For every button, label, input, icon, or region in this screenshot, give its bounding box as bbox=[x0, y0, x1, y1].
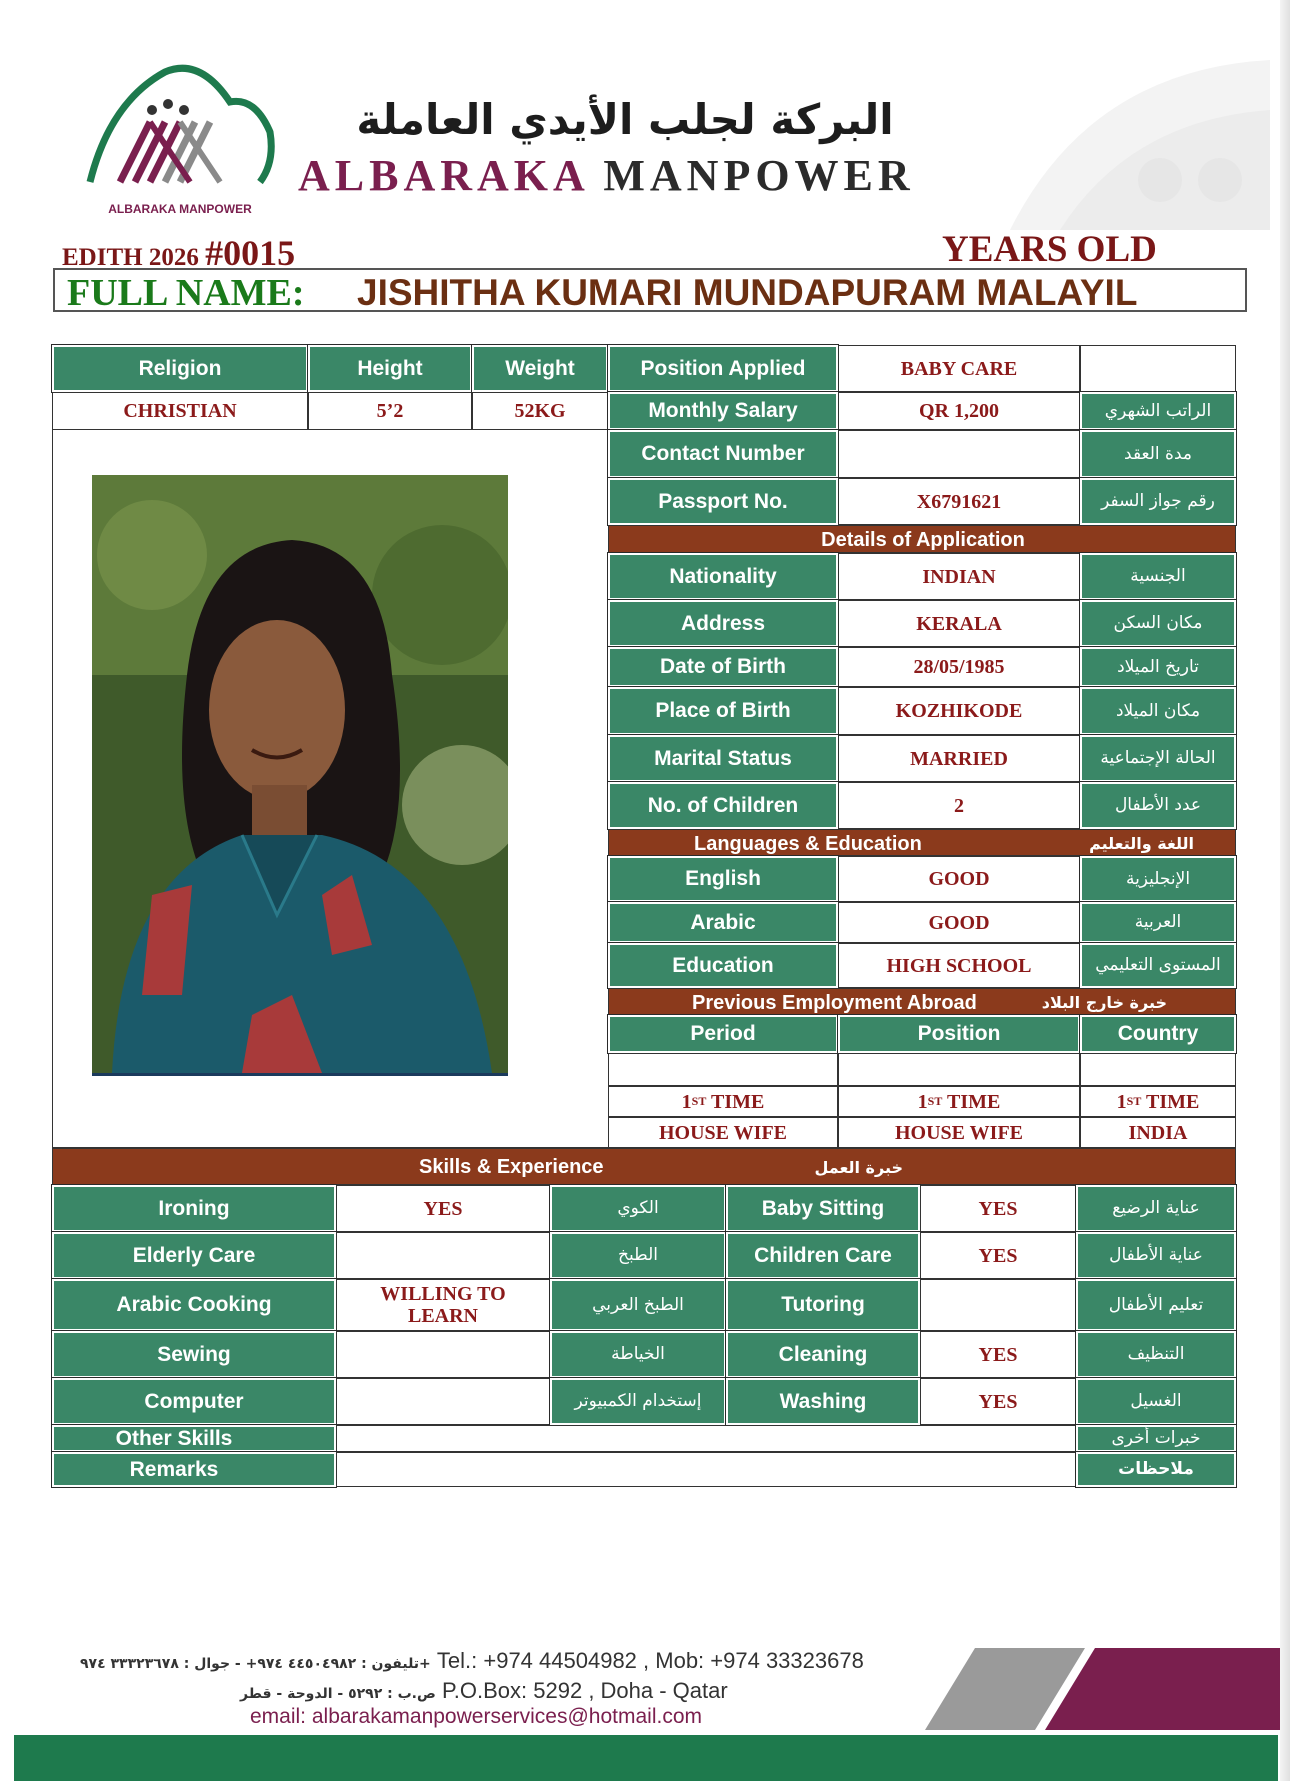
skill-cleaning-value: YES bbox=[920, 1331, 1076, 1378]
address-value: KERALA bbox=[838, 600, 1080, 647]
arabic-value: GOOD bbox=[838, 902, 1080, 943]
remarks-label: Remarks bbox=[52, 1452, 336, 1487]
passport-ar: رقم جواز السفر bbox=[1080, 478, 1236, 525]
skill-sewing-label: Sewing bbox=[52, 1331, 336, 1378]
children-ar: عدد الأطفال bbox=[1080, 782, 1236, 829]
ordinal-suffix: ST bbox=[927, 1093, 943, 1108]
logo-mark-icon bbox=[80, 62, 280, 202]
skill-ironing-label: Ironing bbox=[52, 1185, 336, 1232]
monthly-salary-ar: الراتب الشهري bbox=[1080, 392, 1236, 430]
time-suffix: TIME bbox=[942, 1090, 1001, 1113]
skill-elderly-ar: الطبخ bbox=[550, 1232, 726, 1279]
employment-position-1 bbox=[838, 1086, 1080, 1117]
details-header bbox=[608, 525, 1236, 553]
skill-arabic-cooking-label: Arabic Cooking bbox=[52, 1279, 336, 1331]
brand-part-1: ALBARAKA bbox=[298, 151, 588, 200]
contact-number-ar: مدة العقد bbox=[1080, 430, 1236, 478]
skills-header bbox=[52, 1148, 1236, 1185]
footer-band bbox=[14, 1735, 1278, 1781]
page-edge bbox=[1280, 0, 1290, 1781]
footer-address-line bbox=[240, 1678, 940, 1704]
dob-label: Date of Birth bbox=[608, 647, 838, 687]
country-header: Country bbox=[1080, 1015, 1236, 1053]
period-header: Period bbox=[608, 1015, 838, 1053]
passport-value: X6791621 bbox=[838, 478, 1080, 525]
languages-header-ar: اللغة والتعليم bbox=[1089, 834, 1194, 853]
other-skills-value bbox=[336, 1425, 1076, 1452]
skill-elderly-label: Elderly Care bbox=[52, 1232, 336, 1279]
company-logo bbox=[80, 62, 280, 222]
footer-phone-ar: تليفون : ٤٤٥٠٤٩٨٢ ٩٧٤+ - جوال : ٣٣٣٢٣٦٧٨ ٩٧٤+ bbox=[80, 1656, 431, 1672]
edition-number: #0015 bbox=[205, 233, 296, 273]
religion-header: Religion bbox=[52, 345, 308, 392]
applicant-photo bbox=[92, 475, 508, 1076]
position-applied-label: Position Applied bbox=[608, 345, 838, 392]
employment-header bbox=[608, 988, 1236, 1015]
skill-tutoring-label: Tutoring bbox=[726, 1279, 920, 1331]
skill-computer-label: Computer bbox=[52, 1378, 336, 1425]
address-label: Address bbox=[608, 600, 838, 647]
arabic-label: Arabic bbox=[608, 902, 838, 943]
full-name-box bbox=[53, 268, 1247, 312]
employment-header-ar: خبرة خارج البلاد bbox=[1041, 993, 1167, 1012]
skill-tutoring-ar: تعليم الأطفال bbox=[1076, 1279, 1236, 1331]
employment-country-1 bbox=[1080, 1086, 1236, 1117]
dob-ar: تاريخ الميلاد bbox=[1080, 647, 1236, 687]
skills-header-ar: خبرة العمل bbox=[814, 1158, 903, 1177]
employment-header-en: Previous Employment Abroad bbox=[692, 992, 977, 1014]
remarks-ar: ملاحظات bbox=[1076, 1452, 1236, 1487]
brand-name bbox=[298, 150, 915, 201]
languages-header-en: Languages & Education bbox=[694, 833, 922, 855]
skill-washing-value: YES bbox=[920, 1378, 1076, 1425]
passport-label: Passport No. bbox=[608, 478, 838, 525]
footer-email[interactable]: email: albarakamanpowerservices@hotmail.com bbox=[250, 1705, 702, 1728]
skill-arabic-cooking-ar: الطبخ العربي bbox=[550, 1279, 726, 1331]
position-applied-value: BABY CARE bbox=[838, 345, 1080, 392]
contact-number-label: Contact Number bbox=[608, 430, 838, 478]
ordinal-suffix: ST bbox=[1126, 1093, 1142, 1108]
footer-phone: Tel.: +974 44504982 , Mob: +974 33323678 bbox=[436, 1648, 864, 1673]
ordinal-number: 1 bbox=[917, 1090, 928, 1113]
footer-address-ar: ص.ب : ٥٢٩٢ - الدوحة - قطر bbox=[240, 1686, 436, 1702]
english-value: GOOD bbox=[838, 856, 1080, 902]
employment-position-2: HOUSE WIFE bbox=[838, 1117, 1080, 1148]
time-suffix: TIME bbox=[706, 1090, 765, 1113]
arabic-ar: العربية bbox=[1080, 902, 1236, 943]
skill-ironing-ar: الكوي bbox=[550, 1185, 726, 1232]
height-value: 5’2 bbox=[308, 392, 472, 430]
skill-ironing-value: YES bbox=[336, 1185, 550, 1232]
pob-value: KOZHIKODE bbox=[838, 687, 1080, 735]
languages-header bbox=[608, 829, 1236, 856]
employment-empty-cell bbox=[608, 1053, 838, 1086]
nationality-label: Nationality bbox=[608, 553, 838, 600]
marital-status-label: Marital Status bbox=[608, 735, 838, 782]
ordinal-number: 1 bbox=[1116, 1090, 1127, 1113]
footer-phone-line bbox=[80, 1648, 940, 1674]
education-ar: المستوى التعليمي bbox=[1080, 943, 1236, 988]
other-skills-label: Other Skills bbox=[52, 1425, 336, 1452]
children-value: 2 bbox=[838, 782, 1080, 829]
education-label: Education bbox=[608, 943, 838, 988]
weight-value: 52KG bbox=[472, 392, 608, 430]
marital-status-value: MARRIED bbox=[838, 735, 1080, 782]
arabic-company-name: البركة لجلب الأيدي العاملة bbox=[356, 95, 894, 144]
ordinal-number: 1 bbox=[681, 1090, 692, 1113]
age-label: YEARS OLD bbox=[942, 229, 1157, 270]
education-value: HIGH SCHOOL bbox=[838, 943, 1080, 988]
details-header-text: Details of Application bbox=[821, 529, 1025, 551]
ordinal-suffix: ST bbox=[691, 1093, 707, 1108]
skill-sewing-ar: الخياطة bbox=[550, 1331, 726, 1378]
other-skills-ar: خبرات أخرى bbox=[1076, 1425, 1236, 1452]
religion-value: CHRISTIAN bbox=[52, 392, 308, 430]
nationality-value: INDIAN bbox=[838, 553, 1080, 600]
pob-label: Place of Birth bbox=[608, 687, 838, 735]
brand-part-2: MANPOWER bbox=[603, 151, 915, 200]
edition-prefix: EDITH 2026 bbox=[62, 244, 199, 271]
children-label: No. of Children bbox=[608, 782, 838, 829]
pob-ar: مكان الميلاد bbox=[1080, 687, 1236, 735]
employment-empty-cell bbox=[838, 1053, 1080, 1086]
logo-caption: ALBARAKA MANPOWER bbox=[108, 202, 252, 216]
skill-babysitting-ar: عناية الرضيع bbox=[1076, 1185, 1236, 1232]
skill-childcare-label: Children Care bbox=[726, 1232, 920, 1279]
full-name-value: JISHITHA KUMARI MUNDAPURAM MALAYIL bbox=[357, 272, 1138, 313]
marital-status-ar: الحالة الإجتماعية bbox=[1080, 735, 1236, 782]
dob-value: 28/05/1985 bbox=[838, 647, 1080, 687]
skill-sewing-value bbox=[336, 1331, 550, 1378]
remarks-value bbox=[336, 1452, 1076, 1487]
skill-arabic-cooking-value: WILLING TO LEARN bbox=[336, 1279, 550, 1331]
monthly-salary-value: QR 1,200 bbox=[838, 392, 1080, 430]
height-header: Height bbox=[308, 345, 472, 392]
english-label: English bbox=[608, 856, 838, 902]
skill-washing-ar: الغسيل bbox=[1076, 1378, 1236, 1425]
skills-header-en: Skills & Experience bbox=[419, 1156, 604, 1178]
skill-cleaning-label: Cleaning bbox=[726, 1331, 920, 1378]
skill-babysitting-value: YES bbox=[920, 1185, 1076, 1232]
skill-babysitting-label: Baby Sitting bbox=[726, 1185, 920, 1232]
nationality-ar: الجنسية bbox=[1080, 553, 1236, 600]
watermark-logo bbox=[970, 30, 1270, 230]
contact-number-value bbox=[838, 430, 1080, 478]
skill-tutoring-value bbox=[920, 1279, 1076, 1331]
skill-childcare-value: YES bbox=[920, 1232, 1076, 1279]
position-applied-ar bbox=[1080, 345, 1236, 392]
employment-empty-cell bbox=[1080, 1053, 1236, 1086]
full-name-label: FULL NAME: bbox=[67, 272, 305, 314]
skill-computer-value bbox=[336, 1378, 550, 1425]
employment-country-2: INDIA bbox=[1080, 1117, 1236, 1148]
skill-elderly-value bbox=[336, 1232, 550, 1279]
employment-period-1 bbox=[608, 1086, 838, 1117]
skill-childcare-ar: عناية الأطفال bbox=[1076, 1232, 1236, 1279]
skill-washing-label: Washing bbox=[726, 1378, 920, 1425]
monthly-salary-label: Monthly Salary bbox=[608, 392, 838, 430]
footer-address: P.O.Box: 5292 , Doha - Qatar bbox=[441, 1678, 728, 1703]
skill-computer-ar: إستخدام الكمبيوتر bbox=[550, 1378, 726, 1425]
address-ar: مكان السكن bbox=[1080, 600, 1236, 647]
time-suffix: TIME bbox=[1141, 1090, 1200, 1113]
footer-decoration bbox=[925, 1648, 1280, 1730]
person-photo-icon bbox=[92, 475, 508, 1073]
employment-period-2: HOUSE WIFE bbox=[608, 1117, 838, 1148]
skill-cleaning-ar: التنظيف bbox=[1076, 1331, 1236, 1378]
weight-header: Weight bbox=[472, 345, 608, 392]
position-header: Position bbox=[838, 1015, 1080, 1053]
english-ar: الإنجليزية bbox=[1080, 856, 1236, 902]
